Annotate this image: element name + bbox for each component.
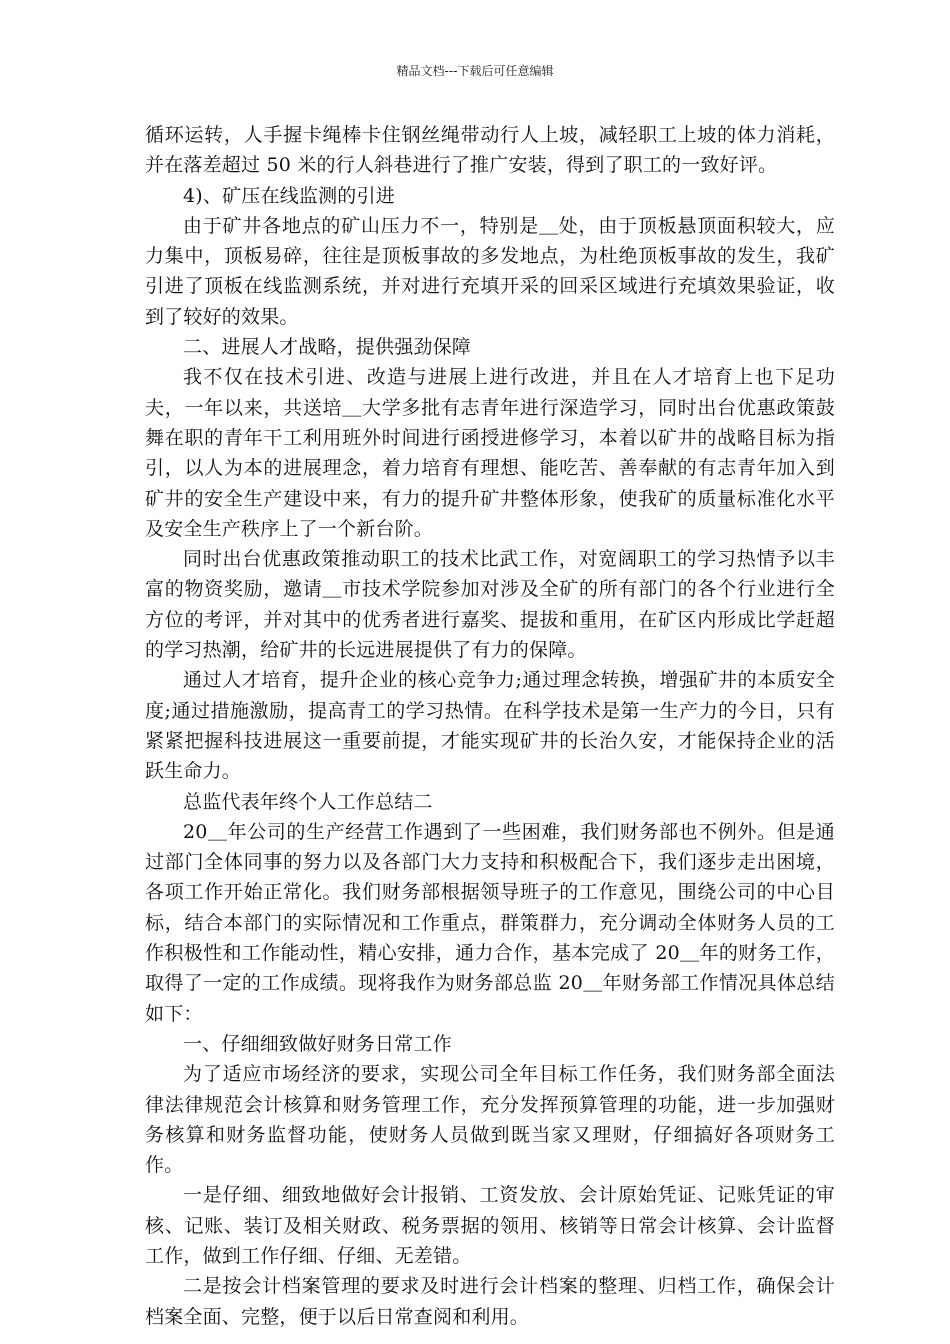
section-heading-summary-two: 总监代表年终个人工作总结二 — [183, 790, 433, 813]
paragraph: 同时出台优惠政策推动职工的技术比武工作，对宽阔职工的学习热情予以丰富的物资奖励，邀请＿市技术学院参加对涉及全矿的所有部门的各个行业进行全方位的考评，并对其中的优秀者进行嘉奖、提拔和重用，在矿区内形成比学赶超的学习热潮，给矿井的长远进展提供了有力的保障。 — [145, 548, 835, 662]
paragraph: 二是按会计档案管理的要求及时进行会计档案的整理、归档工作，确保会计档案全面、完整，便于以后日常查阅和利用。 — [145, 1275, 835, 1328]
paragraph: 为了适应市场经济的要求，实现公司全年目标工作任务，我们财务部全面法律法律规范会计核算和财务管理工作，充分发挥预算管理的功能，进一步加强财务核算和财务监督功能，使财务人员做到既当家又理财，仔细搞好各项财务工作。 — [145, 1063, 835, 1177]
paragraph: 20＿年公司的生产经营工作遇到了一些困难，我们财务部也不例外。但是通过部门全体同事的努力以及各部门大力支持和积极配合下，我们逐步走出困境，各项工作开始正常化。我们财务部根据领导班子的工作意见，围绕公司的中心目标，结合本部门的实际情况和工作重点，群策群力，充分调动全体财务人员的工作积极性和工作能动性，精心安排，通力合作，基本完成了 20＿年的财务工作，取得了一定的工作成绩。现将我作为财务部总监 20＿年财务部工作情况具体总结如下： — [145, 820, 835, 1025]
section-heading-talent-strategy: 二、进展人才战略，提供强劲保障 — [183, 336, 472, 359]
paragraph: 由于矿井各地点的矿山压力不一，特别是＿处，由于顶板悬顶面积较大，应力集中，顶板易碎，往往是顶板事故的多发地点，为杜绝顶板事故的发生，我矿引进了顶板在线监测系统，并对进行充填开采的回采区域进行充填效果验证，收到了较好的效果。 — [145, 214, 835, 328]
paragraph: 我不仅在技术引进、改造与进展上进行改进，并且在人才培育上也下足功夫，一年以来，共送培＿大学多批有志青年进行深造学习，同时出台优惠政策鼓舞在职的青年干工利用班外时间进行函授进修学习，本着以矿井的战略目标为指引，以人为本的进展理念，着力培育有理想、能吃苦、善奉献的有志青年加入到矿井的安全生产建设中来，有力的提升矿井整体形象，使我矿的质量标准化水平及安全生产秩序上了一个新台阶。 — [145, 366, 835, 540]
section-heading-daily-finance: 一、仔细细致做好财务日常工作 — [183, 1032, 452, 1055]
section-heading-mine-pressure: 4)、矿压在线监测的引进 — [183, 184, 395, 207]
document-body — [145, 120, 835, 1332]
page-header: 精品文档---下载后可任意编辑 — [396, 64, 554, 78]
paragraph: 一是仔细、细致地做好会计报销、工资发放、会计原始凭证、记账凭证的审核、记账、装订及相关财政、税务票据的领用、核销等日常会计核算、会计监督工作，做到工作仔细、仔细、无差错。 — [145, 1184, 835, 1267]
paragraph-continued: 循环运转，人手握卡绳棒卡住钢丝绳带动行人上坡，减轻职工上坡的体力消耗，并在落差超过 50 米的行人斜巷进行了推广安装，得到了职工的一致好评。 — [145, 124, 835, 177]
paragraph: 通过人才培育，提升企业的核心竞争力;通过理念转换，增强矿井的本质安全度;通过措施激励，提高青工的学习热情。在科学技术是第一生产力的今日，只有紧紧把握科技进展这一重要前提，才能实现矿井的长治久安，才能保持企业的活跃生命力。 — [145, 669, 835, 783]
